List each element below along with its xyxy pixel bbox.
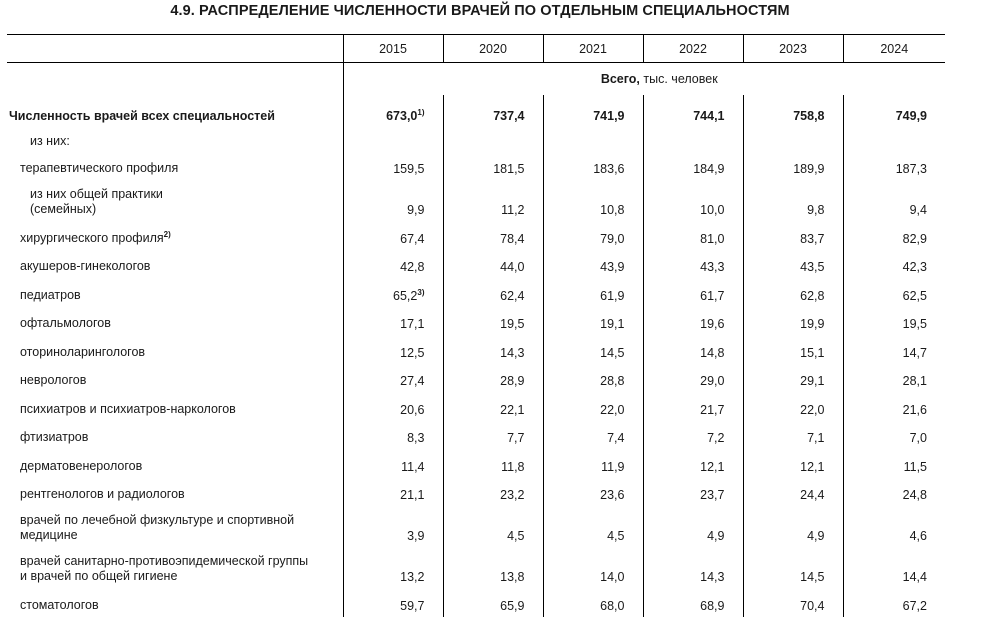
cell-value-text: 62,5 [902,288,927,303]
empty-cell [743,123,843,152]
year-header: 2023 [743,35,843,63]
cell-value [443,449,543,478]
cell-value [343,449,443,478]
row-label-line: медицине [20,528,78,542]
cell-value-text: 14,3 [500,345,525,360]
cell-value-text: 4,6 [909,529,927,543]
row-label [7,335,343,364]
cell-value [643,392,743,421]
cell-value-text: 21,1 [400,488,425,502]
cell-value-text: 7,2 [707,431,725,445]
cell-value-text: 67,4 [400,231,425,246]
table-title: 4.9. РАСПРЕДЕЛЕНИЕ ЧИСЛЕННОСТИ ВРАЧЕЙ ПО ОТДЕЛЬНЫМ СПЕЦИАЛЬНОСТЯМ [170,3,790,19]
cell-value [543,335,643,364]
cell-value [343,392,443,421]
cell-value-text: 11,5 [903,459,927,474]
cell-value-text: 11,4 [401,459,425,474]
cell-value-text: 19,5 [902,317,927,331]
cell-value-text: 22,0 [800,402,825,417]
row-label [7,449,343,478]
year-header: 2015 [343,35,443,63]
cell-value [643,547,743,588]
table-row [7,250,945,279]
cell-value [743,364,843,393]
cell-value-text: 4,9 [807,529,825,543]
unit-bold: Всего, [600,72,640,86]
cell-value-text: 7,4 [607,431,625,445]
cell-value-text: 183,6 [593,162,625,176]
cell-value-text: 7,0 [909,431,927,445]
row-label-line: неврологов [20,373,87,387]
cell-value [643,152,743,181]
cell-value-text: 14,5 [800,570,825,584]
total-value-2015 [343,95,443,123]
row-label-line: врачей санитарно-противоэпидемической группы [20,554,309,568]
cell-value [543,478,643,507]
cell-value-text: 61,7 [700,288,725,303]
cell-value [743,221,843,250]
header-empty-cell [7,35,343,63]
unit-empty-cell [7,63,343,96]
cell-value-text: 21,6 [902,402,927,417]
cell-value [343,152,443,181]
cell-value-text: 9,9 [407,203,425,217]
table-row [7,449,945,478]
total-value: 741,9 [543,95,643,123]
cell-value [743,392,843,421]
header-row [7,35,945,63]
row-label-line: и врачей по общей гигиене [20,569,178,583]
cell-value [643,364,743,393]
row-label-line: из них общей практики [30,187,163,201]
cell-value-text: 12,1 [800,459,825,474]
cell-value [343,180,443,221]
empty-cell [343,123,443,152]
cell-value-text: 8,3 [407,431,425,445]
cell-value [543,221,643,250]
cell-value-text: 81,0 [700,231,725,246]
row-label-line: врачей по лечебной физкультуре и спортивной [20,513,295,527]
cell-value-text: 42,3 [902,260,927,274]
row-label [7,152,343,181]
cell-value-text: 62,8 [800,288,825,303]
cell-value [543,250,643,279]
cell-value [343,547,443,588]
cell-value [543,152,643,181]
cell-value [643,278,743,307]
cell-value [843,278,945,307]
cell-value [543,449,643,478]
cell-value-text: 14,5 [600,345,625,360]
cell-value [543,588,643,617]
cell-value [743,478,843,507]
cell-value [743,152,843,181]
cell-value [643,421,743,450]
cell-value-text: 9,4 [909,203,927,217]
cell-value-text: 11,2 [501,203,525,217]
cell-value [643,506,743,547]
cell-value [843,547,945,588]
total-value: 749,9 [843,95,945,123]
row-label [7,392,343,421]
table-row [7,421,945,450]
cell-value-text: 44,0 [500,260,525,274]
cell-value [443,180,543,221]
cell-value [843,180,945,221]
cell-value-text: 21,7 [700,402,725,417]
cell-value-text: 181,5 [493,162,525,176]
cell-value [643,307,743,336]
cell-value [643,449,743,478]
cell-value-text: 43,9 [600,260,625,274]
table-row [7,335,945,364]
cell-value-text: 4,5 [507,529,525,543]
cell-value-text: 65,2 [393,288,418,303]
table-row [7,547,945,588]
cell-value-text: 189,9 [793,162,825,176]
cell-value [543,421,643,450]
cell-value-text: 23,6 [600,488,625,502]
cell-value-text: 65,9 [500,598,525,613]
year-header: 2021 [543,35,643,63]
cell-value-text: 62,4 [500,288,525,303]
cell-value [443,250,543,279]
cell-value-text: 10,8 [600,203,625,217]
row-label-line: рентгенологов и радиологов [20,487,185,501]
cell-value-text: 10,0 [700,203,725,217]
cell-value [443,307,543,336]
cell-value-text: 12,5 [400,345,425,360]
cell-value [543,307,643,336]
cell-value [443,335,543,364]
table-row [7,364,945,393]
cell-value [343,221,443,250]
row-label-line: акушеров-гинекологов [20,259,151,273]
of-them-label: из них: [30,133,70,148]
empty-cell [443,123,543,152]
cell-value-text: 20,6 [400,402,425,417]
cell-value-text: 22,0 [600,402,625,417]
row-label [7,506,343,547]
row-label-line: педиатров [20,287,81,302]
cell-value [343,506,443,547]
cell-value-text: 29,0 [700,374,725,388]
unit-rest: тыс. человек [639,72,718,86]
cell-value [343,307,443,336]
cell-value-text: 42,8 [400,260,425,274]
year-header: 2020 [443,35,543,63]
cell-value [443,421,543,450]
cell-value [443,392,543,421]
cell-value-text: 24,8 [902,488,927,502]
cell-value-text: 7,7 [507,431,525,445]
footnote-mark: 3) [417,287,425,297]
table-row [7,307,945,336]
cell-value [743,335,843,364]
total-value: 737,4 [443,95,543,123]
cell-value [843,421,945,450]
cell-value [543,547,643,588]
cell-value [843,250,945,279]
cell-value-text: 68,0 [600,598,625,613]
cell-value-text: 14,3 [700,570,725,584]
cell-value [743,250,843,279]
cell-value [643,221,743,250]
row-label-line: психиатров и психиатров-наркологов [20,401,236,416]
cell-value-text: 11,9 [601,459,625,474]
cell-value [343,278,443,307]
empty-cell [643,123,743,152]
cell-value-text: 28,1 [902,374,927,388]
cell-value [843,506,945,547]
row-label [7,421,343,450]
cell-value-text: 43,5 [800,260,825,274]
row-label-line: терапевтического профиля [20,161,179,175]
cell-value-text: 59,7 [400,598,425,613]
cell-value-text: 13,2 [400,570,425,584]
cell-value [743,449,843,478]
empty-cell [843,123,945,152]
table-row [7,278,945,307]
cell-value [443,506,543,547]
of-them-row [7,123,945,152]
cell-value [743,547,843,588]
row-label [7,180,343,221]
total-row [7,95,945,123]
cell-value [343,588,443,617]
cell-value [843,588,945,617]
cell-value-text: 9,8 [807,203,825,217]
cell-value [843,364,945,393]
cell-value [843,335,945,364]
cell-value-text: 19,9 [800,317,825,331]
cell-value-text: 27,4 [400,374,425,388]
cell-value [843,152,945,181]
cell-value-text: 17,1 [400,317,425,331]
unit-row [7,63,945,96]
row-label [7,307,343,336]
total-label: Численность врачей всех специальностей [9,109,275,123]
cell-value [443,221,543,250]
table-row [7,152,945,181]
row-label [7,364,343,393]
cell-value-text: 79,0 [600,231,625,246]
cell-value [643,250,743,279]
cell-value [743,588,843,617]
cell-value [643,588,743,617]
cell-value-text: 14,0 [600,570,625,584]
unit-caption [343,63,945,96]
empty-cell [543,123,643,152]
cell-value-text: 7,1 [807,431,825,445]
cell-value-text: 24,4 [800,488,825,502]
cell-value-text: 19,6 [700,317,725,331]
cell-value [343,250,443,279]
row-label-line: дерматовенерологов [20,458,143,473]
cell-value-text: 28,8 [600,374,625,388]
cell-value-text: 23,2 [500,488,525,502]
cell-value [343,421,443,450]
cell-value [743,506,843,547]
cell-value-text: 12,1 [700,459,725,474]
cell-value-text: 23,7 [700,488,725,502]
cell-value-text: 68,9 [700,598,725,613]
cell-value [543,278,643,307]
cell-value [343,364,443,393]
year-header: 2024 [843,35,945,63]
cell-value [443,547,543,588]
table-row [7,180,945,221]
cell-value-text: 19,5 [500,317,525,331]
cell-value-text: 14,8 [700,345,725,360]
cell-value-text: 43,3 [700,260,725,274]
cell-value [343,335,443,364]
cell-value [843,449,945,478]
cell-value-text: 3,9 [407,529,425,543]
cell-value-text: 11,8 [501,459,525,474]
total-value: 758,8 [743,95,843,123]
cell-value-text: 28,9 [500,374,525,388]
cell-value-text: 83,7 [800,231,825,246]
cell-value-text: 184,9 [693,162,725,176]
cell-value [743,421,843,450]
cell-value [443,278,543,307]
cell-value [643,180,743,221]
cell-value [543,180,643,221]
cell-value-text: 187,3 [895,162,927,176]
row-label [7,278,343,307]
cell-value [743,307,843,336]
cell-value-text: 15,1 [800,345,825,360]
cell-value-text: 67,2 [902,598,927,613]
cell-value-text: 29,1 [800,374,825,388]
row-label [7,588,343,617]
cell-value [843,392,945,421]
cell-value [543,364,643,393]
row-label-line: стоматологов [20,597,99,612]
cell-value [643,478,743,507]
cell-value-text: 14,4 [902,570,927,584]
footnote-mark: 1) [417,108,425,117]
cell-value-text: 82,9 [902,231,927,246]
total-value-2015-text: 673,0 [386,109,418,123]
cell-value [343,478,443,507]
cell-value-text: 4,9 [707,529,725,543]
row-label [7,250,343,279]
cell-value [643,335,743,364]
table-row [7,221,945,250]
cell-value-text: 14,7 [902,345,927,360]
total-value: 744,1 [643,95,743,123]
year-header: 2022 [643,35,743,63]
cell-value [743,180,843,221]
row-label [7,547,343,588]
row-label [7,221,343,250]
table-row [7,392,945,421]
cell-value [843,307,945,336]
cell-value-text: 159,5 [393,162,425,176]
cell-value [743,278,843,307]
cell-value [543,506,643,547]
cell-value-text: 22,1 [500,402,525,417]
cell-value-text: 4,5 [607,529,625,543]
table-row [7,588,945,617]
row-label-line: офтальмологов [20,316,111,330]
cell-value-text: 19,1 [600,317,625,331]
cell-value [543,392,643,421]
cell-value [843,221,945,250]
cell-value [443,364,543,393]
row-label-line: фтизиатров [20,430,89,444]
table-row [7,506,945,547]
cell-value-text: 13,8 [500,570,525,584]
row-label-line: (семейных) [30,202,97,216]
cell-value-text: 70,4 [800,598,825,613]
cell-value [443,478,543,507]
cell-value-text: 61,9 [600,288,625,303]
row-label-line: хирургического профиля [20,230,164,245]
row-label [7,478,343,507]
row-label-line: оториноларингологов [20,344,146,359]
footnote-mark: 2) [163,229,171,239]
cell-value [443,588,543,617]
cell-value [443,152,543,181]
table-row [7,478,945,507]
cell-value [843,478,945,507]
doctors-table [7,34,945,617]
cell-value-text: 78,4 [500,231,525,246]
